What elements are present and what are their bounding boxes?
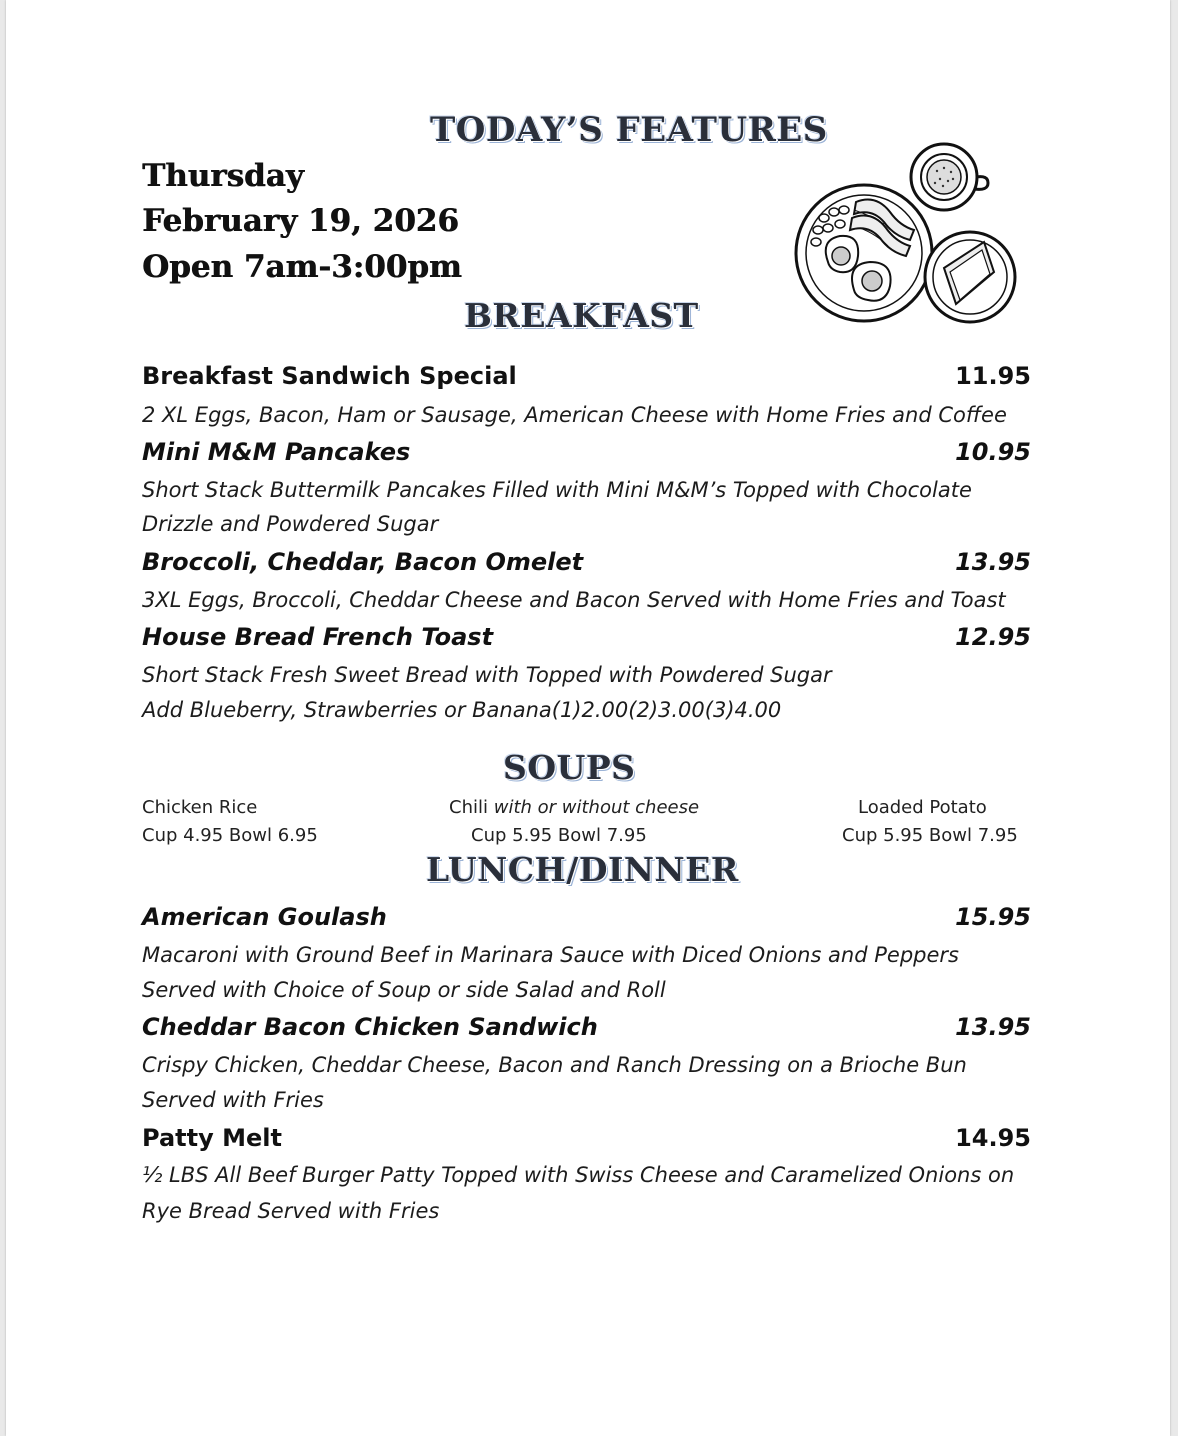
menu-item-description: Macaroni with Ground Beef in Marinara Sauce with Diced Onions and Peppers (142, 943, 959, 967)
menu-item-price: 14.95 (955, 1124, 1031, 1152)
menu-item-price: 15.95 (955, 903, 1031, 931)
menu-item-description: 2 XL Eggs, Bacon, Ham or Sausage, American Cheese with Home Fries and Coffee (142, 403, 1007, 427)
menu-item-description: Served with Choice of Soup or side Salad and Roll (142, 978, 666, 1002)
menu-item-description: Served with Fries (142, 1088, 324, 1112)
soup-name-note: with or without cheese (493, 797, 700, 818)
soup-name: Chicken Rice (142, 797, 258, 818)
menu-item-description: Add Blueberry, Strawberries or Banana(1)2.00(2)3.00(3)4.00 (142, 698, 782, 722)
menu-item-name: Cheddar Bacon Chicken Sandwich (142, 1013, 598, 1041)
menu-item-description: Crispy Chicken, Cheddar Cheese, Bacon and Ranch Dressing on a Brioche Bun (142, 1053, 967, 1077)
menu-item-price: 13.95 (955, 548, 1031, 576)
menu-item-description: Drizzle and Powdered Sugar (142, 512, 439, 536)
soups-heading: SOUPS (503, 748, 636, 787)
menu-item-name: Patty Melt (142, 1124, 282, 1152)
breakfast-plate-icon (794, 140, 1022, 328)
menu-item-description: ½ LBS All Beef Burger Patty Topped with Swiss Cheese and Caramelized Onions on (142, 1163, 1015, 1187)
menu-page (6, 0, 1170, 1436)
menu-item-description: Short Stack Fresh Sweet Bread with Topped with Powdered Sugar (142, 663, 832, 687)
soup-name: Loaded Potato (858, 797, 987, 818)
menu-item-price: 10.95 (955, 438, 1031, 466)
menu-item-price: 12.95 (955, 623, 1031, 651)
menu-item-name: Breakfast Sandwich Special (142, 362, 517, 390)
menu-item-name: Mini M&M Pancakes (142, 438, 411, 466)
menu-item-price: 13.95 (955, 1013, 1031, 1041)
soup-prices: Cup 5.95 Bowl 7.95 (471, 825, 647, 846)
lunch-dinner-heading: LUNCH/DINNER (426, 850, 739, 889)
day-label: Thursday (142, 158, 304, 194)
breakfast-heading: BREAKFAST (464, 296, 699, 335)
menu-item-description: Rye Bread Served with Fries (142, 1199, 440, 1223)
menu-item-price: 11.95 (955, 362, 1031, 390)
soup-prices: Cup 4.95 Bowl 6.95 (142, 825, 318, 846)
soup-name-label: Chili (449, 797, 488, 818)
soup-prices: Cup 5.95 Bowl 7.95 (842, 825, 1018, 846)
date-label: February 19, 2026 (142, 203, 459, 239)
page-title: TODAY’S FEATURES (430, 110, 828, 150)
menu-item-description: Short Stack Buttermilk Pancakes Filled with Mini M&M’s Topped with Chocolate (142, 478, 972, 502)
menu-item-name: House Bread French Toast (142, 623, 494, 651)
menu-item-name: Broccoli, Cheddar, Bacon Omelet (142, 548, 584, 576)
menu-item-description: 3XL Eggs, Broccoli, Cheddar Cheese and Bacon Served with Home Fries and Toast (142, 588, 1006, 612)
soup-name (449, 797, 699, 818)
menu-item-name: American Goulash (142, 903, 387, 931)
hours-label: Open 7am-3:00pm (142, 249, 462, 285)
